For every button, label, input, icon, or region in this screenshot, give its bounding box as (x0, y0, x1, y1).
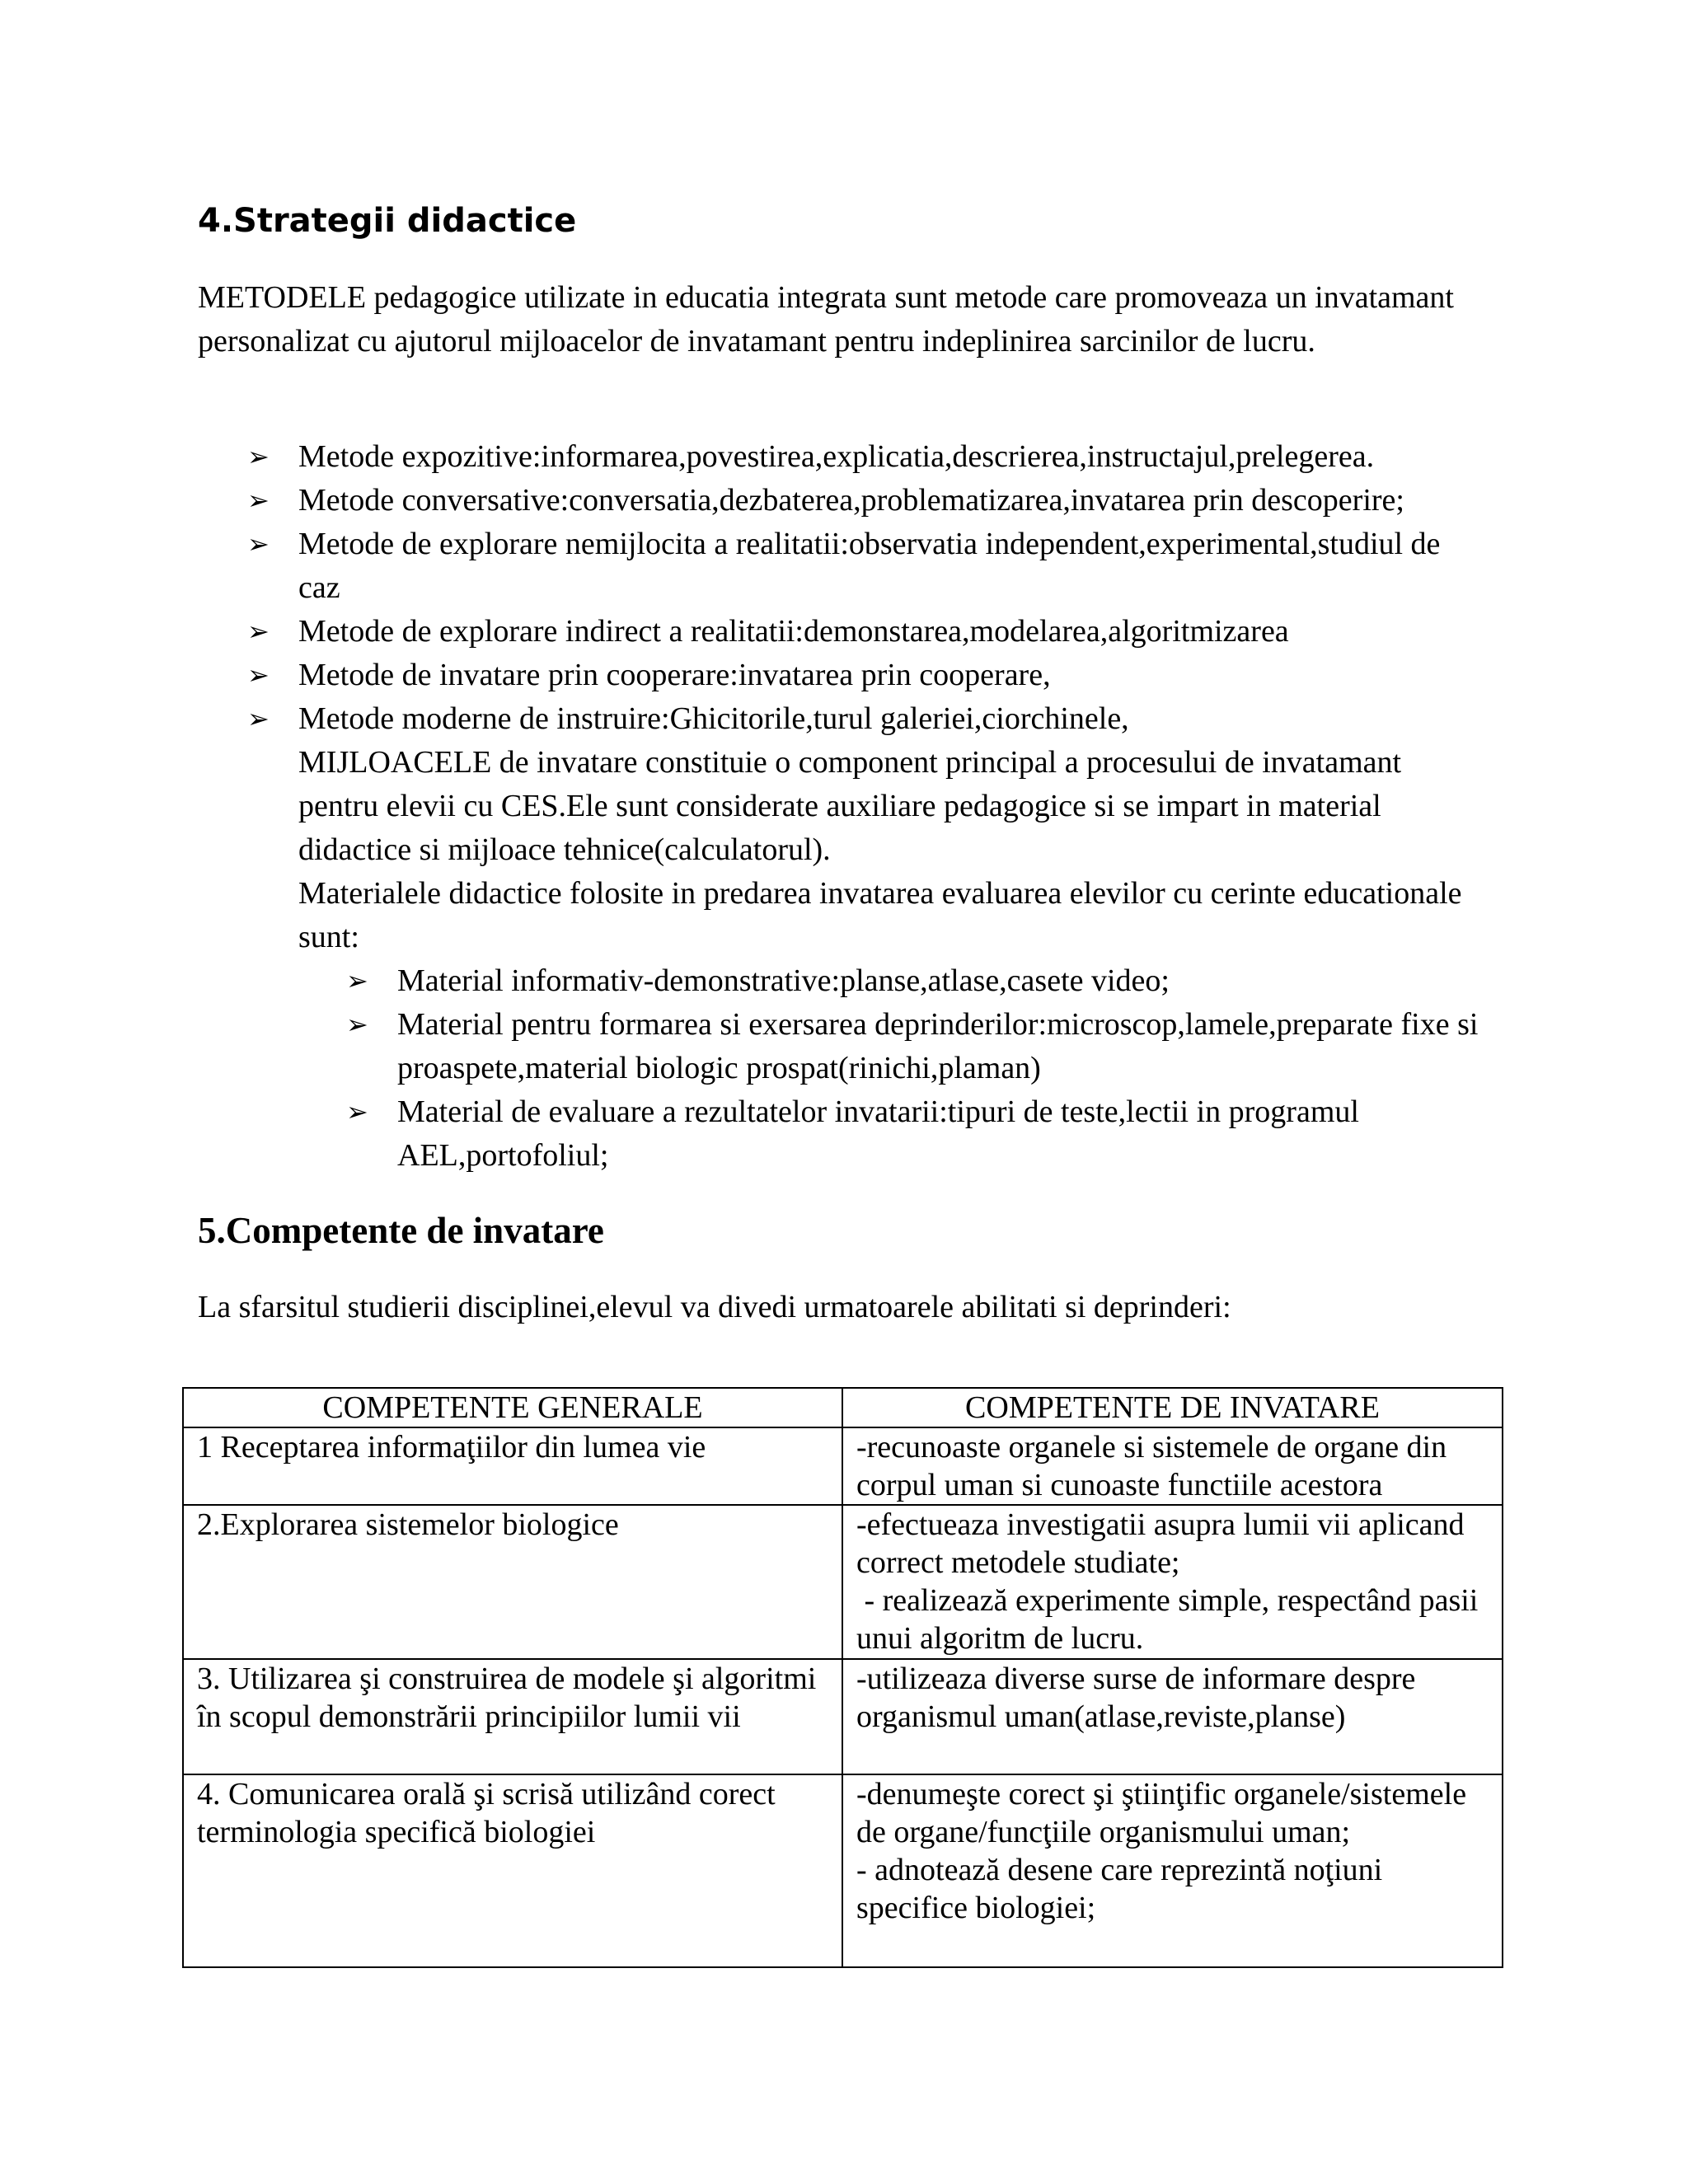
list-item: ➢ Material pentru formarea si exersarea deprinderilor:microscop,lamele,preparate fixe si proaspete,material biologic prospat(rinichi,plaman) (346, 1003, 1484, 1090)
section-5-heading: 5.Competente de invatare (198, 1210, 604, 1251)
competencies-table (182, 1387, 1503, 1968)
table-cell-general: 1 Receptarea informaţiilor din lumea vie (183, 1427, 842, 1505)
methods-list (247, 435, 1484, 1178)
list-item: ➢ Metode de explorare nemijlocita a realitatii:observatia independent,experimental,studiul de caz (247, 523, 1484, 610)
section-4-heading: 4.Strategii didactice (198, 202, 577, 240)
cell-line: -utilizeaza diverse surse de informare despre organismul uman(atlase,reviste,planse) (856, 1661, 1416, 1734)
list-item: ➢ Material de evaluare a rezultatelor invatarii:tipuri de teste,lectii in programul AEL,portofoliul; (346, 1090, 1484, 1178)
materiale-intro: Materialele didactice folosite in predarea invatarea evaluarea elevilor cu cerinte educationale sunt: (298, 876, 1462, 954)
table-cell-invatare (842, 1505, 1503, 1659)
cell-line: -denumeşte corect şi ştiinţific organele/sistemele de organe/funcţiile organismului uman; (856, 1777, 1467, 1849)
arrow-bullet-icon: ➢ (247, 616, 270, 647)
arrow-bullet-icon: ➢ (346, 1096, 368, 1127)
cell-line: -efectueaza investigatii asupra lumii vii aplicand correct metodele studiate; (856, 1507, 1465, 1580)
table-header-row (183, 1388, 1503, 1427)
list-item: ➢ Metode de invatare prin cooperare:invatarea prin cooperare, (247, 654, 1484, 697)
arrow-bullet-icon: ➢ (247, 441, 270, 472)
section-4-intro: METODELE pedagogice utilizate in educatia integrata sunt metode care promoveaza un invatamant personalizat cu ajutorul mijloacelor de invatamant pentru indeplinirea sarcinilor de lucru. (198, 280, 1454, 359)
arrow-bullet-icon: ➢ (247, 703, 270, 734)
arrow-bullet-icon: ➢ (247, 659, 270, 691)
column-header: COMPETENTE GENERALE (183, 1388, 842, 1427)
table-cell-invatare (842, 1427, 1503, 1505)
cell-line: - realizează experimente simple, respectând pasii unui algoritm de lucru. (856, 1583, 1486, 1656)
list-item: ➢ Metode de explorare indirect a realitatii:demonstarea,modelarea,algoritmizarea (247, 610, 1484, 654)
arrow-bullet-icon: ➢ (346, 965, 368, 996)
table-row (183, 1427, 1503, 1505)
column-header: COMPETENTE DE INVATARE (842, 1388, 1503, 1427)
list-item: ➢ Material informativ-demonstrative:planse,atlase,casete video; (346, 959, 1484, 1003)
table-cell-invatare (842, 1774, 1503, 1967)
table-cell-general: 3. Utilizarea şi construirea de modele şi algoritmi în scopul demonstrării principiilor lumii vii (183, 1659, 842, 1774)
table-cell-general: 2.Explorarea sistemelor biologice (183, 1505, 842, 1659)
arrow-bullet-icon: ➢ (247, 528, 270, 560)
materials-list (247, 959, 1484, 1178)
list-item: ➢ Metode conversative:conversatia,dezbaterea,problematizarea,invatarea prin descoperire; (247, 479, 1484, 523)
cell-line: -recunoaste organele si sistemele de organe din corpul uman si cunoaste functiile acestora (856, 1430, 1447, 1502)
list-item: ➢ Metode moderne de instruire:Ghicitorile,turul galeriei,ciorchinele, (247, 697, 1484, 741)
arrow-bullet-icon: ➢ (346, 1009, 368, 1040)
section-5-intro: La sfarsitul studierii disciplinei,elevul va divedi urmatoarele abilitati si deprinderi: (198, 1290, 1231, 1324)
cell-line: - adnotează desene care reprezintă noţiuni specifice biologiei; (856, 1853, 1383, 1925)
mijloace-paragraph: MIJLOACELE de invatare constituie o component principal a procesului de invatamant pentru elevii cu CES.Ele sunt considerate auxiliare pedagogice si se impart in material didactice si mijloace tehnice(calculatorul). (298, 745, 1402, 867)
table-cell-invatare (842, 1659, 1503, 1774)
table-row (183, 1659, 1503, 1774)
table-row (183, 1505, 1503, 1659)
list-item: ➢ Metode expozitive:informarea,povestirea,explicatia,descrierea,instructajul,prelegerea. (247, 435, 1484, 479)
arrow-bullet-icon: ➢ (247, 485, 270, 516)
table-cell-general: 4. Comunicarea orală şi scrisă utilizând corect terminologia specifică biologiei (183, 1774, 842, 1967)
table-row (183, 1774, 1503, 1967)
